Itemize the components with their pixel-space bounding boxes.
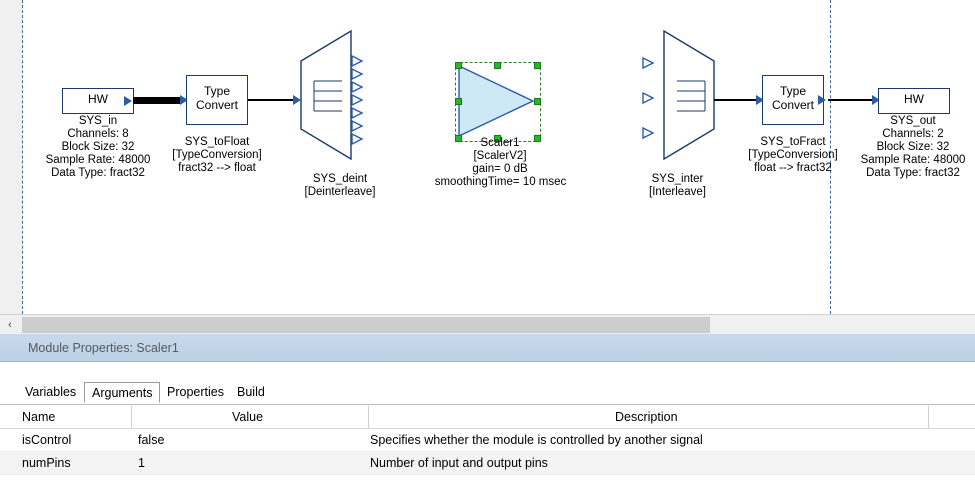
resize-handle-top-left[interactable] bbox=[455, 62, 462, 69]
block-sys-out-caption-name: SYS_out bbox=[890, 115, 936, 127]
block-sys-in-label: HW bbox=[88, 92, 108, 106]
arguments-table-header bbox=[0, 406, 975, 429]
block-sys-tofloat-label-line2: Convert bbox=[195, 98, 239, 112]
block-sys-in-output-port-icon bbox=[124, 96, 132, 106]
module-properties-title: Module Properties: Scaler1 bbox=[0, 334, 975, 362]
block-sys-out-caption-samplerate: Sample Rate: 48000 bbox=[860, 154, 966, 166]
cell-name-iscontrol[interactable]: isControl bbox=[22, 433, 72, 447]
block-scaler1-selection-outline bbox=[455, 62, 541, 142]
tab-build[interactable]: Build bbox=[237, 385, 265, 399]
tab-properties[interactable]: Properties bbox=[167, 385, 224, 399]
block-scaler1-caption-type: [ScalerV2] bbox=[473, 150, 527, 162]
column-divider-2[interactable] bbox=[368, 406, 369, 428]
resize-handle-top-center[interactable] bbox=[494, 62, 501, 69]
module-properties-panel bbox=[0, 334, 975, 490]
cell-value-iscontrol[interactable]: false bbox=[138, 433, 165, 447]
block-sys-tofract-caption-type: [TypeConversion] bbox=[748, 149, 838, 161]
cell-name-numpins[interactable]: numPins bbox=[22, 456, 71, 470]
block-sys-in-caption-datatype: Data Type: fract32 bbox=[51, 167, 145, 179]
wire-tofloat-to-deint bbox=[248, 99, 294, 101]
canvas-horizontal-scrollbar[interactable] bbox=[0, 314, 975, 335]
module-properties-tabs[interactable] bbox=[0, 382, 975, 405]
block-sys-tofract-caption-conversion: float --> fract32 bbox=[754, 162, 832, 174]
block-scaler1-caption-name: Scaler1 bbox=[480, 137, 520, 149]
column-header-value[interactable]: Value bbox=[232, 410, 264, 424]
resize-handle-middle-left[interactable] bbox=[455, 98, 462, 105]
table-row[interactable] bbox=[0, 429, 975, 452]
block-sys-deint-caption-name: SYS_deint bbox=[312, 173, 368, 185]
block-scaler1-caption-gain: gain= 0 dB bbox=[472, 163, 528, 175]
block-sys-tofract-caption-name: SYS_toFract bbox=[760, 136, 826, 148]
block-sys-tofract-label-line1: Type bbox=[779, 84, 806, 98]
block-sys-in-caption-channels: Channels: 8 bbox=[67, 128, 129, 140]
wire-sys-in-to-tofloat bbox=[133, 97, 181, 104]
block-sys-tofloat-caption-conversion: fract32 --> float bbox=[178, 162, 256, 174]
block-sys-deint-shape[interactable] bbox=[300, 30, 380, 160]
block-sys-inter-caption-type: [Interleave] bbox=[649, 186, 706, 198]
column-divider-1[interactable] bbox=[131, 406, 132, 428]
column-header-description[interactable]: Description bbox=[615, 410, 678, 424]
block-sys-inter-shape[interactable] bbox=[633, 30, 723, 160]
wire-inter-to-tofract bbox=[714, 99, 762, 101]
column-divider-3[interactable] bbox=[928, 406, 929, 428]
resize-handle-middle-right[interactable] bbox=[534, 98, 541, 105]
wire-tofract-to-sys-out bbox=[828, 99, 876, 101]
resize-handle-top-right[interactable] bbox=[534, 62, 541, 69]
cell-description-numpins: Number of input and output pins bbox=[370, 456, 548, 470]
block-sys-inter-caption-name: SYS_inter bbox=[651, 173, 704, 185]
tab-arguments[interactable]: Arguments bbox=[84, 382, 160, 403]
block-sys-out-caption-blocksize: Block Size: 32 bbox=[876, 141, 950, 153]
block-sys-in-caption-name: SYS_in bbox=[78, 115, 118, 127]
block-sys-tofloat-caption-type: [TypeConversion] bbox=[172, 149, 262, 161]
cell-value-numpins[interactable]: 1 bbox=[138, 456, 145, 470]
arguments-table bbox=[0, 406, 975, 475]
block-sys-in-caption-blocksize: Block Size: 32 bbox=[61, 141, 135, 153]
cell-description-iscontrol: Specifies whether the module is controlled by another signal bbox=[370, 433, 703, 447]
block-sys-tofract-label-line2: Convert bbox=[771, 98, 815, 112]
tab-variables[interactable]: Variables bbox=[25, 385, 77, 399]
column-header-name[interactable]: Name bbox=[22, 410, 56, 424]
block-sys-out-label: HW bbox=[904, 92, 924, 106]
block-sys-in-caption-samplerate: Sample Rate: 48000 bbox=[45, 154, 151, 166]
block-sys-tofract-output-port-icon bbox=[818, 95, 826, 105]
block-scaler1-caption-smoothing: smoothingTime= 10 msec bbox=[434, 176, 567, 188]
scroll-left-arrow-icon[interactable]: ‹ bbox=[8, 319, 12, 331]
block-sys-out-caption-channels: Channels: 2 bbox=[882, 128, 944, 140]
block-sys-tofloat-caption-name: SYS_toFloat bbox=[184, 136, 250, 148]
block-sys-tofloat-label-line1: Type bbox=[203, 84, 230, 98]
table-row[interactable] bbox=[0, 452, 975, 475]
scrollbar-thumb[interactable] bbox=[22, 317, 710, 333]
block-sys-out-caption-datatype: Data Type: fract32 bbox=[866, 167, 960, 179]
block-sys-deint-caption-type: [Deinterleave] bbox=[304, 186, 376, 198]
